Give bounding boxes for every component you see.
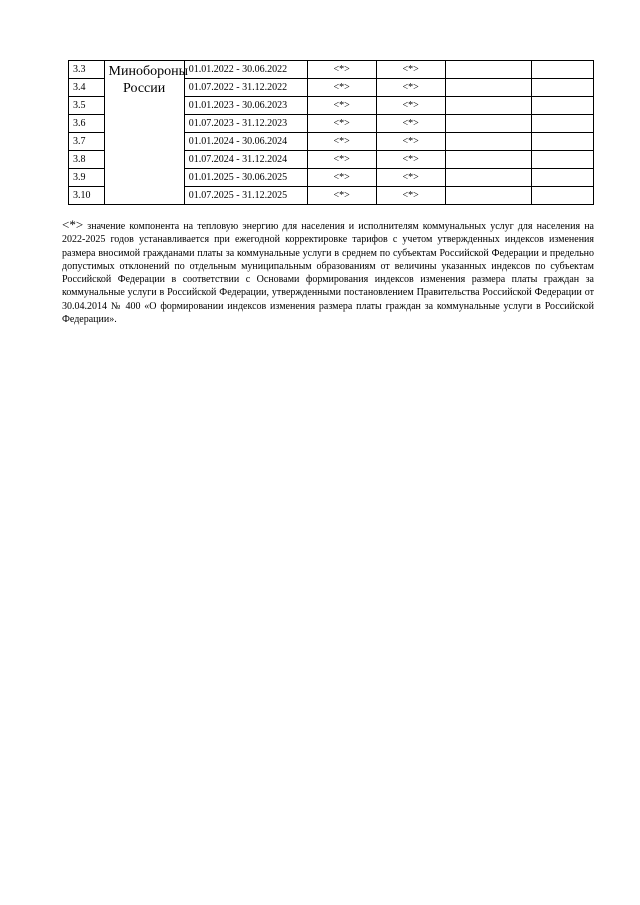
row-number: 3.3 — [69, 61, 105, 79]
tariff-table — [68, 60, 594, 205]
empty-cell — [445, 151, 531, 169]
value-cell-1: <*> — [307, 133, 376, 151]
table-row — [69, 61, 594, 79]
empty-cell — [532, 79, 594, 97]
period-cell: 01.01.2024 - 30.06.2024 — [184, 133, 307, 151]
empty-cell — [445, 169, 531, 187]
value-cell-2: <*> — [376, 133, 445, 151]
value-cell-2: <*> — [376, 115, 445, 133]
row-number: 3.8 — [69, 151, 105, 169]
empty-cell — [532, 115, 594, 133]
row-number: 3.5 — [69, 97, 105, 115]
value-cell-1: <*> — [307, 79, 376, 97]
period-cell: 01.01.2022 - 30.06.2022 — [184, 61, 307, 79]
value-cell-1: <*> — [307, 187, 376, 205]
value-cell-1: <*> — [307, 169, 376, 187]
empty-cell — [445, 61, 531, 79]
empty-cell — [532, 133, 594, 151]
empty-cell — [532, 97, 594, 115]
empty-cell — [445, 115, 531, 133]
period-cell: 01.01.2025 - 30.06.2025 — [184, 169, 307, 187]
empty-cell — [445, 79, 531, 97]
value-cell-1: <*> — [307, 97, 376, 115]
footnote — [62, 218, 594, 326]
value-cell-2: <*> — [376, 187, 445, 205]
value-cell-2: <*> — [376, 151, 445, 169]
period-cell: 01.07.2022 - 31.12.2022 — [184, 79, 307, 97]
row-number: 3.9 — [69, 169, 105, 187]
period-cell: 01.07.2024 - 31.12.2024 — [184, 151, 307, 169]
empty-cell — [445, 97, 531, 115]
empty-cell — [532, 61, 594, 79]
row-number: 3.7 — [69, 133, 105, 151]
empty-cell — [445, 133, 531, 151]
value-cell-1: <*> — [307, 151, 376, 169]
period-cell: 01.07.2025 - 31.12.2025 — [184, 187, 307, 205]
empty-cell — [532, 151, 594, 169]
row-number: 3.6 — [69, 115, 105, 133]
row-number: 3.10 — [69, 187, 105, 205]
value-cell-1: <*> — [307, 61, 376, 79]
period-cell: 01.07.2023 - 31.12.2023 — [184, 115, 307, 133]
value-cell-2: <*> — [376, 97, 445, 115]
empty-cell — [445, 187, 531, 205]
footnote-text: значение компонента на тепловую энергию для населения и исполнителям коммунальных услуг для населения на 2022-2025 годов устанавливается при ежегодной корректировке тарифов с учетом утвержденных индексов изменения размера вносимой гражданами платы за коммунальные услуги в среднем по субъектам Российской Федерации и предельно допустимых отклонений по отдельным муниципальным образованиям от величины указанных индексов по субъектам Российской Федерации в соответствии с Основами формирования индексов изменения размера платы граждан за коммунальные услуги в Российской Федерации, утвержденными постановлением Правительства Российской Федерации от 30.04.2014 № 400 «О формировании индексов изменения размера платы граждан за коммунальные услуги в Российской Федерации». — [62, 221, 595, 326]
value-cell-1: <*> — [307, 115, 376, 133]
empty-cell — [532, 169, 594, 187]
value-cell-2: <*> — [376, 79, 445, 97]
row-number: 3.4 — [69, 79, 105, 97]
empty-cell — [532, 187, 594, 205]
footnote-mark: <*> — [62, 217, 84, 232]
value-cell-2: <*> — [376, 169, 445, 187]
value-cell-2: <*> — [376, 61, 445, 79]
period-cell: 01.01.2023 - 30.06.2023 — [184, 97, 307, 115]
organization-cell: Минобороны России — [104, 61, 184, 205]
